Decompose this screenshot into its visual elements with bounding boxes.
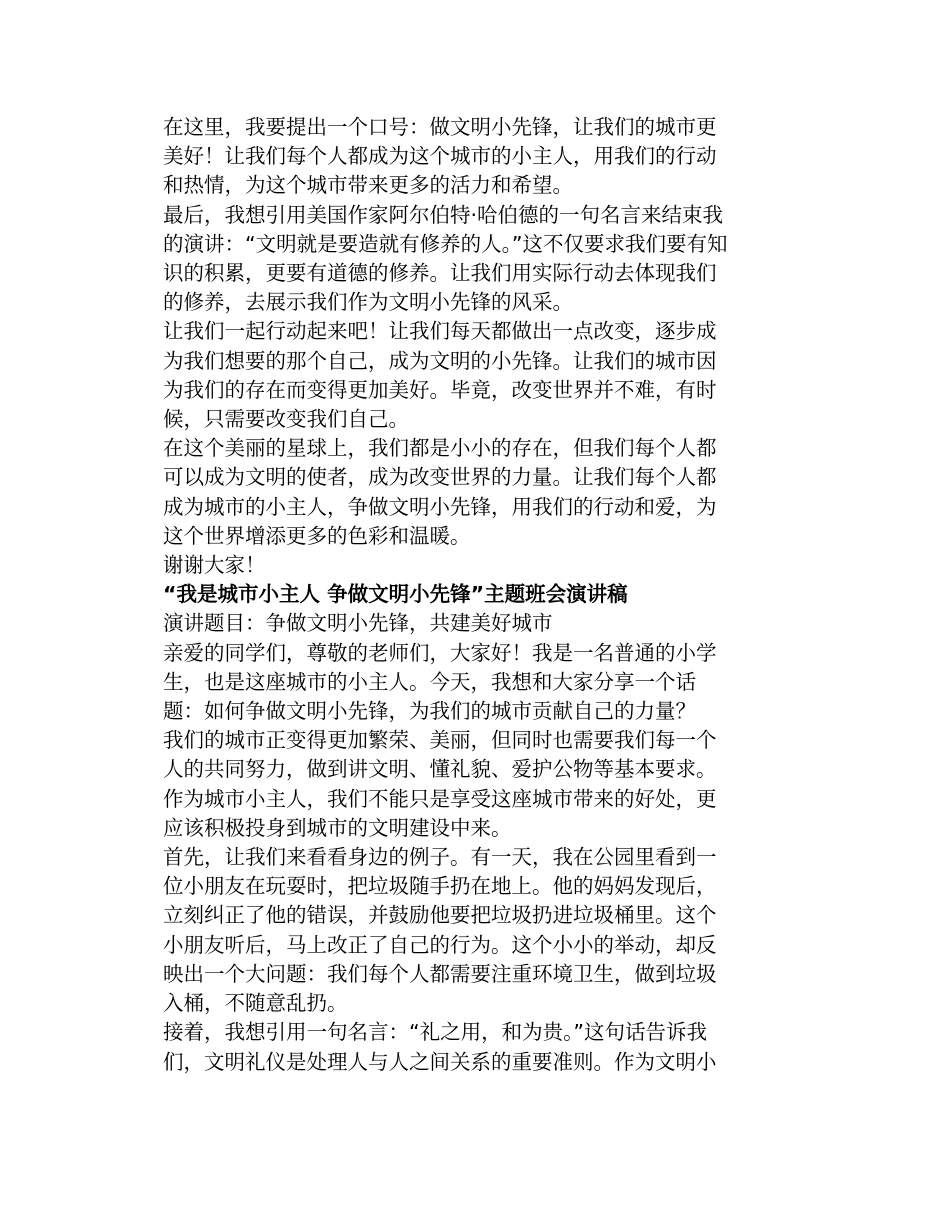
paragraph-slogan: 在这里，我要提出一个口号：做文明小先锋，让我们的城市更 美好！让我们每个人都成为这个城市的小主人，用我们的行动 和热情，为这个城市带来更多的活力和希望。 <box>163 115 717 198</box>
paragraph-quote: 接着，我想引用一句名言：“礼之用，和为贵。”这句话告诉我 们，文明礼仪是处理人与人之间关系的重要准则。作为文明小 <box>163 1020 717 1074</box>
paragraph-closing-quote: 最后，我想引用美国作家阿尔伯特·哈伯德的一句名言来结束我 的演讲：“文明就是要造就有修养的人。”这不仅要求我们要有知 识的积累，更要有道德的修养。让我们用实际行动去体现我们 的修养，去展示我们作为文明小先锋的风采。 <box>163 202 728 315</box>
paragraph-speech-title: 演讲题目：争做文明小先锋，共建美好城市 <box>163 611 553 636</box>
document-page <box>163 113 773 1077</box>
paragraph-city: 我们的城市正变得更加繁荣、美丽，但同时也需要我们每一个 人的共同努力，做到讲文明、懂礼貌、爱护公物等基本要求。 作为城市小主人，我们不能只是享受这座城市带来的好处，更 应该积极投身到城市的文明建设中来。 <box>163 728 717 840</box>
paragraph-thanks: 谢谢大家！ <box>163 553 266 578</box>
paragraph-call-to-action: 让我们一起行动起来吧！让我们每天都做出一点改变，逐步成 为我们想要的那个自己，成为文明的小先锋。让我们的城市因 为我们的存在而变得更加美好。毕竟，改变世界并不难，有时 候，只需要改变我们自己。 <box>163 319 717 432</box>
paragraph-example: 首先，让我们来看看身边的例子。有一天，我在公园里看到一 位小朋友在玩耍时，把垃圾随手扔在地上。他的妈妈发现后， 立刻纠正了他的错误，并鼓励他要把垃圾扔进垃圾桶里。这个 小朋友听后，马上改正了自己的行为。这个小小的举动，却反 映出一个大问题：我们每个人都需要注重环境卫生，做到垃圾 入桶，不随意乱扔。 <box>163 845 717 1016</box>
section-heading: “我是城市小主人 争做文明小先锋”主题班会演讲稿 <box>163 582 628 607</box>
paragraph-greeting: 亲爱的同学们，尊敬的老师们，大家好！我是一名普通的小学 生，也是这座城市的小主人。今天，我想和大家分享一个话 题：如何争做文明小先锋，为我们的城市贡献自己的力量？ <box>163 640 717 724</box>
paragraph-planet: 在这个美丽的星球上，我们都是小小的存在，但我们每个人都 可以成为文明的使者，成为改变世界的力量。让我们每个人都 成为城市的小主人，争做文明小先锋，用我们的行动和爱，为 这个世界增添更多的色彩和温暖。 <box>163 436 717 548</box>
